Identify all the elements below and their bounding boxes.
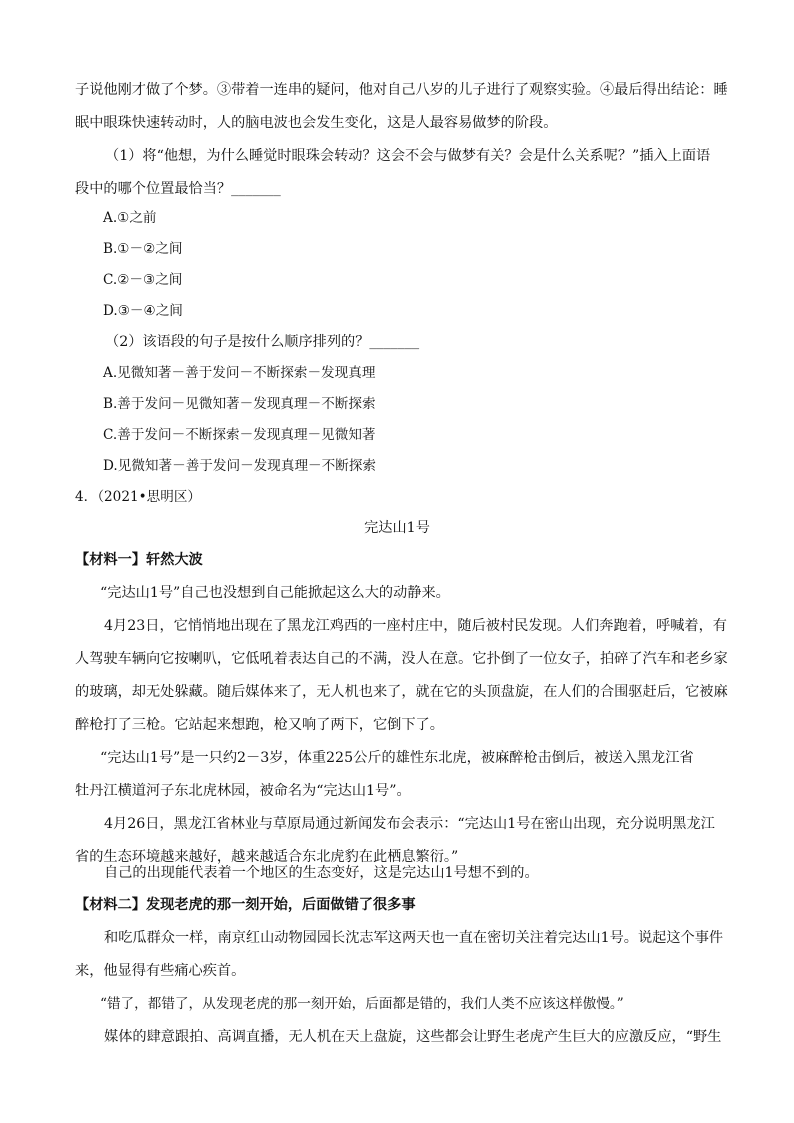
material-2-heading: 【材料二】发现老虎的那一刻开始，后面做错了很多事 [75, 897, 416, 913]
paragraph: 4月23日，它悄悄地出现在了黑龙江鸡西的一座村庄中，随后被村民发现。人们奔跑着，呼喊着，有 [104, 618, 727, 634]
question-1-stem-cont: 段中的哪个位置最恰当？_______ [75, 181, 281, 197]
text-line: 眠中眼珠快速转动时，人的脑电波也会发生变化，这是人最容易做梦的阶段。 [75, 115, 558, 131]
paragraph: 媒体的肆意跟拍、高调直播，无人机在天上盘旋，这些都会让野生老虎产生巨大的应激反应，“野生 [104, 1029, 722, 1045]
text-line: 子说他刚才做了个梦。③带着一连串的疑问，他对自己八岁的儿子进行了观察实验。④最后得出结论：睡 [75, 82, 728, 98]
paragraph-line: 醉枪打了三枪。它站起来想跑，枪又响了两下，它倒下了。 [75, 717, 444, 733]
paragraph-line: 的玻璃，却无处躲藏。随后媒体来了，无人机也来了，就在它的头顶盘旋，在人们的合围驱赶后，它被麻 [75, 684, 728, 700]
passage-title: 完达山1号 [364, 520, 430, 536]
question-2-option-b: B.善于发问－见微知著－发现真理－不断探索 [103, 396, 376, 412]
paragraph: “完达山1号”是一只约2－3岁，体重225公斤的雄性东北虎，被麻醉枪击倒后，被送入黑龙江省 [100, 750, 694, 766]
paragraph: 4月26日，黑龙江省林业与草原局通过新闻发布会表示：“完达山1号在密山出现，充分说明黑龙江 [104, 816, 715, 832]
question-2-stem: （2）该语段的句子是按什么顺序排列的？_______ [105, 334, 420, 350]
question-2-option-a: A.见微知著－善于发问－不断探索－发现真理 [103, 365, 376, 381]
question-1-option-d: D.③－④之间 [103, 303, 183, 319]
question-1-stem: （1）将“他想，为什么睡觉时眼珠会转动？这会不会与做梦有关？会是什么关系呢？”插入上面语 [105, 148, 711, 164]
question-1-option-c: C.②－③之间 [103, 272, 183, 288]
quote: “错了，都错了，从发现老虎的那一刻开始，后面都是错的，我们人类不应该这样傲慢。” [100, 996, 624, 1012]
paragraph-line: 省的生态环境越来越好，越来越适合东北虎豹在此栖息繁衍。” [75, 849, 459, 865]
question-4-header: 4．（2021•思明区） [75, 489, 202, 505]
question-2-option-c: C.善于发问－不断探索－发现真理－见微知著 [103, 427, 376, 443]
question-1-option-a: A.①之前 [103, 210, 157, 226]
question-2-option-d: D.见微知著－善于发问－发现真理－不断探索 [103, 458, 377, 474]
paragraph-line: 牡丹江横道河子东北虎林园，被命名为“完达山1号”。 [75, 783, 411, 799]
paragraph-line: 人驾驶车辆向它按喇叭，它低吼着表达自己的不满，没人在意。它扑倒了一位女子，拍碎了汽车和老乡家 [75, 651, 728, 667]
paragraph: 自己的出现能代表着一个地区的生态变好，这是完达山1号想不到的。 [104, 865, 539, 881]
material-1-heading: 【材料一】轩然大波 [75, 552, 203, 568]
paragraph: “完达山1号”自己也没想到自己能掀起这么大的动静来。 [100, 585, 450, 601]
paragraph-line: 来，他显得有些痛心疾首。 [75, 963, 246, 979]
paragraph: 和吃瓜群众一样，南京红山动物园园长沈志军这两天也一直在密切关注着完达山1号。说起这个事件 [104, 930, 724, 946]
question-1-option-b: B.①－②之间 [103, 241, 183, 257]
